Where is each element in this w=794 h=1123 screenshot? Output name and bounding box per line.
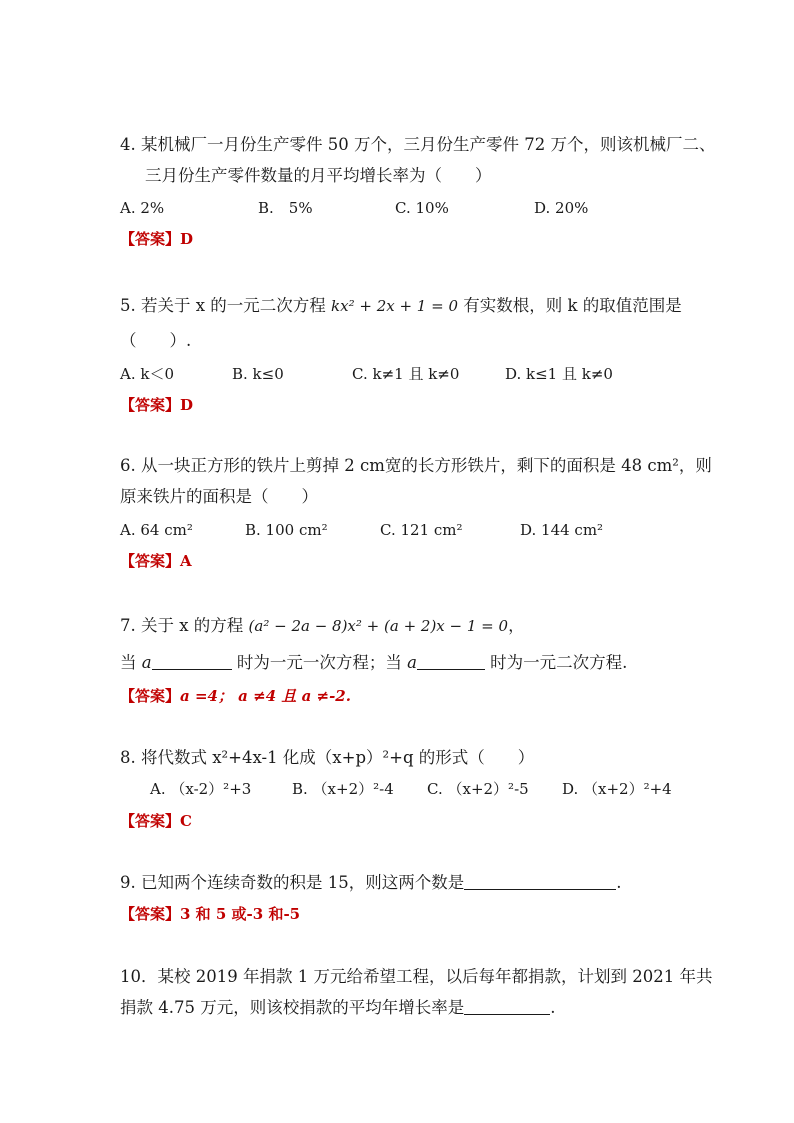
q6-answer bbox=[120, 551, 192, 571]
q9-answer bbox=[120, 904, 300, 924]
q6-option-b: B. 100 cm² bbox=[245, 521, 328, 539]
q7-line1 bbox=[120, 616, 525, 636]
q5-text-pre: 5. 若关于 x 的一元二次方程 bbox=[120, 296, 332, 315]
q5-option-c: C. k≠1 且 k≠0 bbox=[352, 365, 460, 383]
q5-answer bbox=[120, 395, 193, 415]
q8-option-a: A. （x-2）²+3 bbox=[150, 780, 252, 798]
q6-option-d: D. 144 cm² bbox=[520, 521, 604, 539]
answer-value: D bbox=[180, 396, 194, 414]
answer-value: C bbox=[180, 812, 192, 830]
q5-option-b: B. k≤0 bbox=[232, 365, 284, 383]
q4-line2: 三月份生产零件数量的月平均增长率为（ ） bbox=[145, 166, 492, 185]
q6-line2: 原来铁片的面积是（ ） bbox=[120, 487, 318, 506]
q7-answer bbox=[120, 686, 351, 706]
q7-var-a: a bbox=[407, 653, 417, 672]
answer-value: D bbox=[180, 230, 194, 248]
q5-text-post: 有实数根，则 k 的取值范围是 bbox=[458, 296, 682, 315]
q4-option-b: B. 5% bbox=[258, 199, 313, 217]
q7-blank-1[interactable] bbox=[152, 653, 232, 670]
answer-tag: 【答案】 bbox=[120, 687, 181, 705]
answer-tag: 【答案】 bbox=[120, 396, 181, 414]
q9-blank[interactable] bbox=[464, 873, 616, 890]
q8-option-d: D. （x+2）²+4 bbox=[562, 780, 672, 798]
answer-tag: 【答案】 bbox=[120, 812, 181, 830]
q4-option-c: C. 10% bbox=[395, 199, 449, 217]
q5-equation: kx² + 2x + 1 = 0 bbox=[331, 297, 458, 315]
q8-answer bbox=[120, 811, 192, 831]
q7-line2 bbox=[120, 653, 627, 673]
answer-tag: 【答案】 bbox=[120, 552, 181, 570]
q6-line1: 6. 从一块正方形的铁片上剪掉 2 cm宽的长方形铁片，剩下的面积是 48 cm²，则 bbox=[120, 456, 712, 475]
q9-text-end: . bbox=[616, 873, 622, 892]
q4-option-a: A. 2% bbox=[120, 199, 165, 217]
q4-option-d: D. 20% bbox=[534, 199, 589, 217]
q5-line1 bbox=[120, 296, 682, 316]
q8-option-b: B. （x+2）²-4 bbox=[292, 780, 394, 798]
q4-answer bbox=[120, 229, 193, 249]
q4-line1: 4. 某机械厂一月份生产零件 50 万个，三月份生产零件 72 万个，则该机械厂二、 bbox=[120, 135, 716, 154]
answer-tag: 【答案】 bbox=[120, 230, 181, 248]
q10-line1: 10．某校 2019 年捐款 1 万元给希望工程，以后每年都捐款，计划到 2021 年共 bbox=[120, 967, 713, 986]
q8-option-c: C. （x+2）²-5 bbox=[427, 780, 529, 798]
q9-line1 bbox=[120, 873, 621, 893]
q7-equation: (a² − 2a − 8)x² + (a + 2)x − 1 = 0 bbox=[248, 617, 509, 635]
answer-value: A bbox=[180, 552, 192, 570]
q7-text-post: ， bbox=[508, 616, 525, 635]
q6-option-c: C. 121 cm² bbox=[380, 521, 463, 539]
q5-option-a: A. k＜0 bbox=[120, 365, 175, 383]
q7-text-a: 当 bbox=[120, 653, 142, 672]
q10-blank[interactable] bbox=[464, 998, 550, 1015]
q10-text-end: . bbox=[550, 998, 556, 1017]
q7-text-b: 时为一元一次方程；当 bbox=[231, 653, 408, 672]
answer-value: a =4； a ≠4 且 a ≠-2. bbox=[180, 687, 351, 705]
q8-line1: 8. 将代数式 x²+4x-1 化成（x+p）²+q 的形式（ ） bbox=[120, 748, 535, 767]
q5-option-d: D. k≤1 且 k≠0 bbox=[505, 365, 613, 383]
q5-line2: （ ）. bbox=[120, 331, 192, 350]
q7-text-c: 时为一元二次方程. bbox=[484, 653, 628, 672]
q7-var-a: a bbox=[141, 653, 152, 672]
q6-option-a: A. 64 cm² bbox=[120, 521, 193, 539]
q7-text-pre: 7. 关于 x 的方程 bbox=[120, 616, 249, 635]
answer-tag: 【答案】 bbox=[120, 905, 181, 923]
q10-text: 捐款 4.75 万元，则该校捐款的平均年增长率是 bbox=[120, 998, 465, 1017]
answer-value: 3 和 5 或-3 和-5 bbox=[180, 905, 301, 923]
q9-text: 9. 已知两个连续奇数的积是 15，则这两个数是 bbox=[120, 873, 465, 892]
q10-line2 bbox=[120, 998, 555, 1018]
q7-blank-2[interactable] bbox=[417, 653, 485, 670]
